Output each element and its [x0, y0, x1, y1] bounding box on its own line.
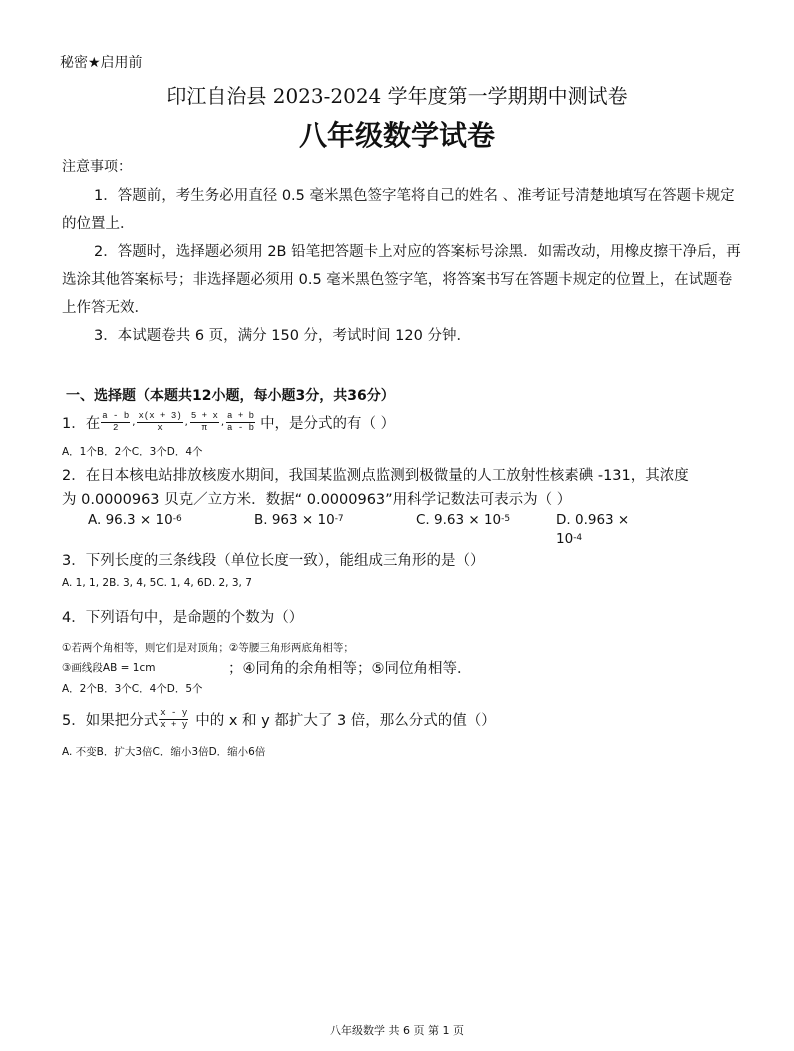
question-2-option-d-continued: [556, 531, 582, 547]
fraction-denominator: x + y: [160, 720, 188, 730]
question-1: [62, 411, 395, 434]
question-3-options: A. 1, 1, 2B. 3, 4, 5C. 1, 4, 6D. 2, 3, 7: [62, 577, 252, 589]
question-1-options: A．1个B．2个C．3个D．4个: [62, 446, 203, 458]
question-5: [62, 708, 496, 731]
option-base: A. 96.3 × 10: [88, 512, 173, 528]
option-exponent: -5: [501, 514, 511, 524]
option-base: C. 9.63 × 10: [416, 512, 502, 528]
exam-title: 印江自治县 2023-2024 学年度第一学期期中测试卷: [166, 84, 628, 108]
paper-title: 八年级数学试卷: [298, 119, 495, 152]
fraction: [190, 411, 219, 434]
fraction-denominator: a - b: [227, 423, 255, 433]
section-heading-choice: 一、选择题（本题共12小题，每小题3分，共36分）: [66, 388, 395, 404]
fraction-denominator: 2: [113, 423, 119, 433]
fraction: [101, 411, 130, 434]
question-4-options: A．2个B．3个C．4个D．5个: [62, 683, 203, 695]
question-1-suffix: 中，是分式的有（ ）: [260, 416, 396, 432]
question-2-option-c: [416, 512, 510, 528]
option-base: B. 963 × 10: [254, 512, 335, 528]
confidential-label: 秘密★启用前: [60, 55, 143, 71]
notice-heading: 注意事项：: [62, 159, 132, 175]
fraction-numerator: a + b: [227, 411, 255, 421]
fraction: [137, 411, 182, 434]
option-exponent: -6: [172, 514, 182, 524]
fraction-numerator: a - b: [102, 411, 130, 421]
question-5-prefix: 5．如果把分式: [62, 713, 159, 729]
question-4-statements-line-2b: ；④同角的余角相等；⑤同位角相等．: [228, 661, 472, 677]
fraction-denominator: x: [157, 423, 163, 433]
notice-item-1: 1．答题前，考生务必用直径 0.5 毫米黑色签字笔将自己的姓名 、准考证号清楚地填写在答题卡规定的位置上．: [62, 188, 735, 232]
question-4: 4．下列语句中，是命题的个数为（）: [62, 610, 304, 626]
fraction-numerator: 5 + x: [190, 411, 218, 421]
question-5-suffix: 中的 x 和 y 都扩大了 3 倍，那么分式的值（）: [195, 713, 496, 729]
fraction-numerator: x(x + 3): [138, 411, 182, 421]
question-2-line-1: 2．在日本核电站排放核废水期间，我国某监测点监测到极微量的人工放射性核素碘 -131，其浓度: [62, 468, 689, 484]
notice-item-3: 3．本试题卷共 6 页，满分 150 分，考试时间 120 分钟．: [94, 328, 471, 344]
option-exponent: -4: [573, 533, 583, 543]
fraction-numerator: x - y: [160, 708, 188, 718]
option-base: 10: [556, 531, 574, 547]
question-3: 3．下列长度的三条线段（单位长度一致），能组成三角形的是（）: [62, 553, 485, 569]
question-5-options: A. 不变B．扩大3倍C．缩小3倍D．缩小6倍: [62, 746, 266, 758]
fraction-separator: ,: [220, 417, 225, 428]
fraction: [226, 411, 255, 434]
option-base: D. 0.963 ×: [556, 512, 630, 528]
question-2-option-b: [254, 512, 344, 528]
fraction-separator: ,: [184, 417, 188, 428]
fraction-separator: ,: [132, 417, 136, 428]
question-4-statements-line-1: ①若两个角相等，则它们是对顶角；②等腰三角形两底角相等；: [62, 642, 354, 654]
notice-item-2: 2．答题时，选择题必须用 2B 铅笔把答题卡上对应的答案标号涂黑．如需改动，用橡皮擦干净后，再选涂其他答案标号；非选择题必须用 0.5 毫米黑色签字笔，将答案书写在答题卡规定的位置上，在试题卷上作答无效．: [62, 244, 741, 316]
page-footer: 八年级数学 共 6 页 第 1 页: [330, 1024, 464, 1037]
option-exponent: -7: [334, 514, 344, 524]
question-2-line-2: 为 0.0000963 贝克／立方米．数据“ 0.0000963”用科学记数法可表示为（ ）: [62, 492, 572, 508]
fraction: [159, 708, 188, 731]
question-4-statements-line-2a: ③画线段AB = 1cm: [62, 662, 156, 674]
question-2-option-a: [88, 512, 182, 528]
fraction-denominator: π: [201, 423, 208, 433]
question-2-option-d: [556, 512, 629, 528]
question-1-prefix: 1．在: [62, 416, 101, 432]
